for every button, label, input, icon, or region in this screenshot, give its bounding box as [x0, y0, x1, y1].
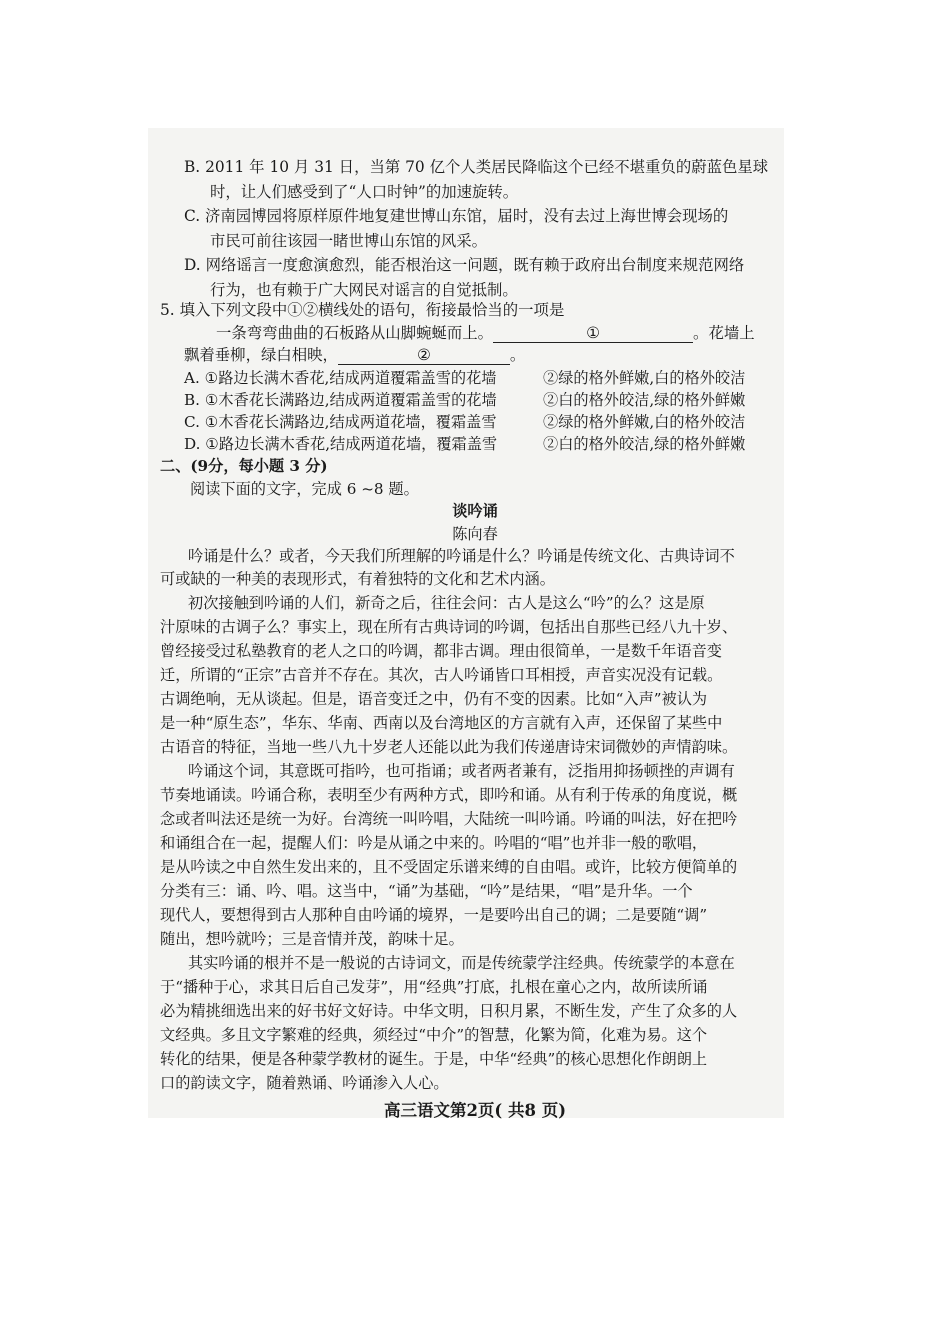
q4-option-d-line2: 行为，也有赖于广大网民对谣言的自觉抵制。: [210, 281, 518, 299]
body-line: 于“播种于心，求其日后自己发芽”，用“经典”打底，扎根在童心之内，故所读所诵: [160, 978, 708, 996]
body-line: 吟诵是什么？或者，今天我们所理解的吟诵是什么？吟诵是传统文化、古典诗词不: [188, 547, 735, 565]
body-line: 吟诵这个词，其意既可指吟，也可指诵；或者两者兼有，泛指用抑扬顿挫的声调有: [188, 762, 735, 780]
body-line: 必为精挑细选出来的好书好文好诗。中华文明，日积月累，不断生发，产生了众多的人: [160, 1002, 738, 1020]
q5-passage-line2: [184, 344, 525, 366]
q5-option-d-part1: D. ①路边长满木香花,结成两道花墙，覆霜盖雪: [184, 435, 498, 453]
q5-option-c-part2: ②绿的格外鲜嫩,白的格外皎洁: [543, 413, 746, 431]
body-line: 是一种“原生态”，华东、华南、西南以及台湾地区的方言就有入声，还保留了某些中: [160, 714, 723, 732]
q5-option-c-part1: C. ①木香花长满路边,结成两道花墙，覆霜盖雪: [184, 413, 497, 431]
q5-stem: 5. 填入下列文段中①②横线处的语句，衔接最恰当的一项是: [160, 301, 565, 319]
body-line: 随出，想吟就吟；三是音情并茂，韵味十足。: [160, 930, 464, 948]
q5-blank-1: ①: [493, 324, 693, 343]
q5-blank-2: ②: [338, 346, 510, 365]
q4-option-c-line1: C. 济南园博园将原样原件地复建世博山东馆，届时，没有去过上海世博会现场的: [184, 207, 729, 225]
body-line: 初次接触到吟诵的人们，新奇之后，往往会问：古人是这么“吟”的么？这是原: [188, 594, 705, 612]
body-line: 其实吟诵的根并不是一般说的古诗词文，而是传统蒙学注经典。传统蒙学的本意在: [188, 954, 735, 972]
body-line: 迁，所谓的“正宗”古音并不存在。其次，古人吟诵皆口耳相授，声音实况没有记载。: [160, 666, 723, 684]
q5-option-d-part2: ②白的格外皎洁,绿的格外鲜嫩: [543, 435, 746, 453]
body-line: 可或缺的一种美的表现形式，有着独特的文化和艺术内涵。: [160, 570, 555, 588]
q5-passage-part4: 。: [509, 346, 526, 364]
q5-passage-line1: [216, 322, 755, 344]
body-line: 节奏地诵读。吟诵合称，表明至少有两种方式，即吟和诵。从有利于传承的角度说，概: [160, 786, 738, 804]
q4-option-c-line2: 市民可前往该园一睹世博山东馆的风采。: [210, 232, 488, 250]
body-line: 念或者叫法还是统一为好。台湾统一叫吟唱，大陆统一叫吟诵。吟诵的叫法，好在把吟: [160, 810, 738, 828]
article-title: 谈吟诵: [452, 502, 498, 520]
q5-option-a-part1: A. ①路边长满木香花,结成两道覆霜盖雪的花墙: [184, 369, 497, 387]
body-line: 分类有三：诵、吟、唱。这当中，“诵”为基础，“吟”是结果，“唱”是升华。一个: [160, 882, 693, 900]
q4-option-b-line1: B. 2011 年 10 月 31 日，当第 70 亿个人类居民降临这个已经不堪重负的蔚蓝色星球: [184, 158, 769, 176]
q5-passage-part1: 一条弯弯曲曲的石板路从山脚蜿蜒而上。: [216, 324, 494, 342]
article-author: 陈向春: [452, 525, 498, 543]
body-line: 汁原味的古调子么？事实上，现在所有古典诗词的吟调，包括出自那些已经八九十岁、: [160, 618, 738, 636]
q4-option-d-line1: D. 网络谣言一度愈演愈烈，能否根治这一问题，既有赖于政府出台制度来规范网络: [184, 256, 745, 274]
section-2-heading: 二、(9分，每小题 3 分): [160, 457, 328, 475]
body-line: 古调绝响，无从谈起。但是，语音变迁之中，仍有不变的因素。比如“入声”被认为: [160, 690, 708, 708]
q5-option-b-part1: B. ①木香花长满路边,结成两道覆霜盖雪的花墙: [184, 391, 497, 409]
body-line: 和诵组合在一起，提醒人们：吟是从诵之中来的。吟唱的“唱”也并非一般的歌唱，: [160, 834, 708, 852]
body-line: 现代人，要想得到古人那种自由吟诵的境界，一是要吟出自己的调；二是要随“调”: [160, 906, 708, 924]
q5-option-b-part2: ②白的格外皎洁,绿的格外鲜嫩: [543, 391, 746, 409]
section-2-instruction: 阅读下面的文字，完成 6 ~8 题。: [190, 480, 419, 498]
body-line: 转化的结果，便是各种蒙学教材的诞生。于是，中华“经典”的核心思想化作朗朗上: [160, 1050, 708, 1068]
q5-passage-part2: 。花墙上: [693, 324, 755, 342]
body-line: 曾经接受过私塾教育的老人之口的吟调，都非古调。理由很简单，一是数千年语音变: [160, 642, 722, 660]
body-line: 是从吟读之中自然生发出来的，且不受固定乐谱来缚的自由唱。或许，比较方便简单的: [160, 858, 738, 876]
page-footer: 高三语文第2页( 共8 页): [383, 1101, 567, 1120]
q4-option-b-line2: 时，让人们感受到了“人口时钟”的加速旋转。: [210, 183, 519, 201]
q5-option-a-part2: ②绿的格外鲜嫩,白的格外皎洁: [543, 369, 746, 387]
body-line: 古语音的特征，当地一些八九十岁老人还能以此为我们传递唐诗宋词微妙的声情韵味。: [160, 738, 738, 756]
body-line: 文经典。多且文字繁难的经典，须经过“中介”的智慧，化繁为简，化难为易。这个: [160, 1026, 708, 1044]
body-line: 口的韵读文字，随着熟诵、吟诵渗入人心。: [160, 1074, 449, 1092]
q5-passage-part3: 飘着垂柳，绿白相映，: [184, 346, 338, 364]
